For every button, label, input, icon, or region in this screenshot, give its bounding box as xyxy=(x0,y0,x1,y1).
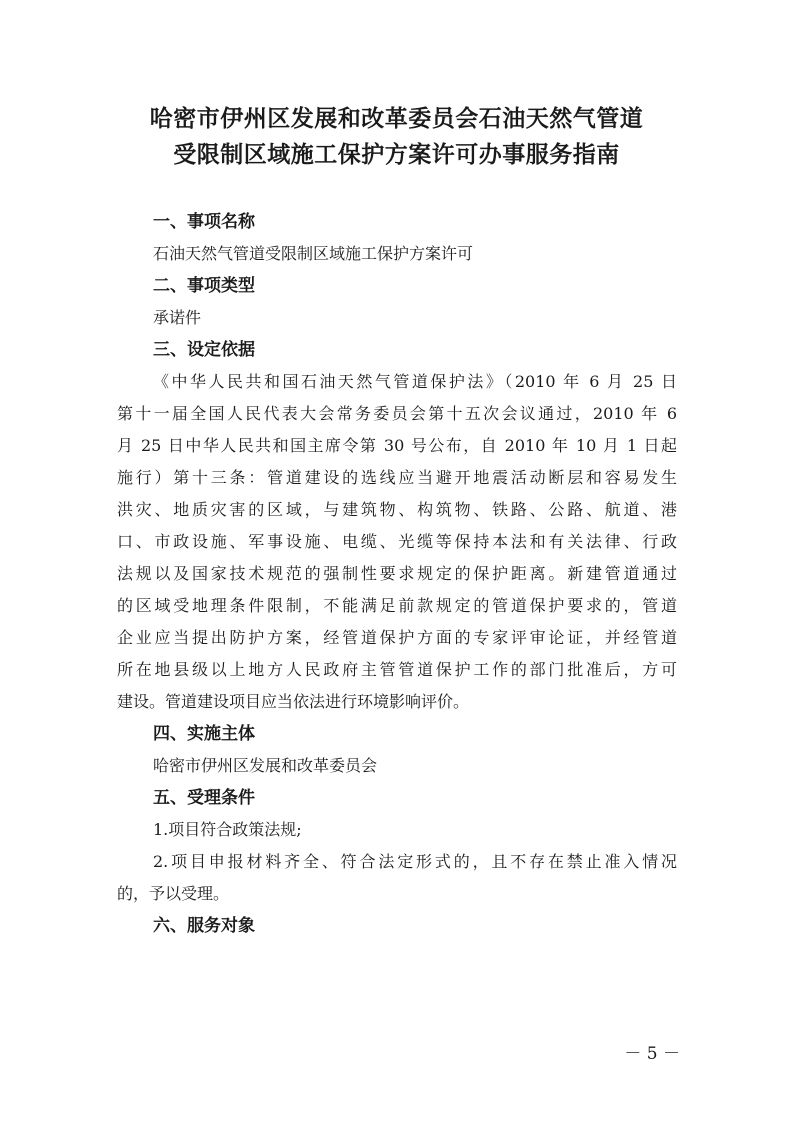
legal-basis-line: 《中华人民共和国石油天然气管道保护法》（2010 年 6 月 25 日 xyxy=(153,372,677,391)
section-heading-acceptance-conditions: 五、受理条件 xyxy=(153,788,255,808)
acceptance-condition-2-cont: 的，予以受理。 xyxy=(117,884,230,903)
section-heading-item-type: 二、事项类型 xyxy=(153,276,255,296)
section-heading-implementing-body: 四、实施主体 xyxy=(153,724,255,744)
legal-basis-line: 所在地县级以上地方人民政府主管管道保护工作的部门批准后，方可 xyxy=(117,660,677,679)
document-title-line-2: 受限制区域施工保护方案许可办事服务指南 xyxy=(173,141,620,168)
legal-basis-line: 洪灾、地质灾害的区域，与建筑物、构筑物、铁路、公路、航道、港 xyxy=(117,500,677,519)
item-type-text: 承诺件 xyxy=(153,308,202,327)
section-heading-legal-basis: 三、设定依据 xyxy=(153,340,255,360)
item-name-text: 石油天然气管道受限制区域施工保护方案许可 xyxy=(153,244,474,263)
legal-basis-line: 第十一届全国人民代表大会常务委员会第十五次会议通过，2010 年 6 xyxy=(117,404,677,423)
acceptance-condition-1: 1.项目符合政策法规; xyxy=(153,820,302,839)
acceptance-condition-2: 2.项目申报材料齐全、符合法定形式的，且不存在禁止准入情况 xyxy=(153,852,677,871)
legal-basis-line: 施行）第十三条：管道建设的选线应当避开地震活动断层和容易发生 xyxy=(117,468,677,487)
legal-basis-line: 月 25 日中华人民共和国主席令第 30 号公布，自 2010 年 10 月 1 日起 xyxy=(117,436,677,455)
section-heading-item-name: 一、事项名称 xyxy=(153,212,255,232)
legal-basis-line: 的区域受地理条件限制，不能满足前款规定的管道保护要求的，管道 xyxy=(117,596,677,615)
implementing-body-text: 哈密市伊州区发展和改革委员会 xyxy=(153,756,378,775)
legal-basis-line: 建设。管道建设项目应当依法进行环境影响评价。 xyxy=(117,692,470,711)
document-title-line-1: 哈密市伊州区发展和改革委员会石油天然气管道 xyxy=(149,105,644,132)
legal-basis-line: 法规以及国家技术规范的强制性要求规定的保护距离。新建管道通过 xyxy=(117,564,677,583)
legal-basis-line: 企业应当提出防护方案，经管道保护方面的专家评审论证，并经管道 xyxy=(117,628,677,647)
legal-basis-line: 口、市政设施、军事设施、电缆、光缆等保持本法和有关法律、行政 xyxy=(117,532,677,551)
section-heading-service-targets: 六、服务对象 xyxy=(153,916,255,936)
page-number: － 5 － xyxy=(624,1044,680,1064)
document-body xyxy=(117,206,677,942)
